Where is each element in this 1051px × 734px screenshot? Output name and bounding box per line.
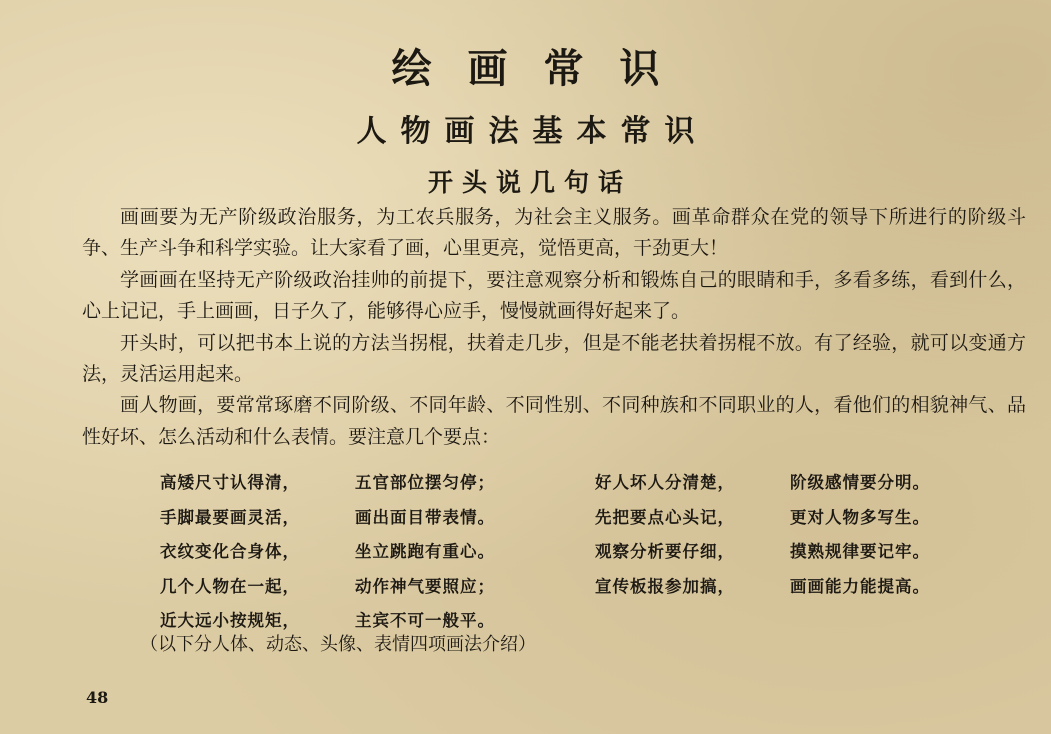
verse-line: 近大远小按规矩，: [160, 611, 300, 630]
verse-line: 几个人物在一起，: [160, 576, 300, 596]
verse-line: 衣纹变化合身体，: [160, 542, 300, 561]
page-subtitle: 人物画法基本常识: [356, 114, 709, 149]
verse-row: [160, 466, 1000, 501]
verse-block: [160, 466, 1000, 639]
verse-line: [790, 604, 990, 639]
paragraph: 开头时，可以把书本上说的方法当拐棍，扶着走几步，但是不能老扶着拐棍不放。有了经验，就可以变通方法，灵活运用起来。: [82, 331, 1026, 386]
page-number: 48: [86, 688, 109, 707]
verse-line: 画出面目带表情。: [355, 507, 495, 527]
verse-line: 高矮尺寸认得清，: [160, 473, 300, 492]
verse-line: [595, 604, 790, 639]
verse-row: [160, 535, 1000, 570]
page-title: 绘画常识: [391, 46, 696, 92]
verse-line: 宣传板报参加搞，: [595, 576, 735, 596]
verse-row: [160, 570, 1000, 605]
section-heading: 开头说几句话: [427, 168, 632, 197]
verse-line: 主宾不可一般平。: [355, 611, 495, 630]
verse-line: 手脚最要画灵活，: [160, 507, 300, 527]
verse-line: 画画能力能提高。: [790, 576, 930, 596]
verse-line: 观察分析要仔细，: [595, 542, 735, 561]
verse-line: 更对人物多写生。: [790, 507, 930, 527]
verse-row: [160, 501, 1000, 536]
verse-line: 动作神气要照应；: [355, 576, 495, 596]
body-text: [82, 202, 1026, 453]
verse-line: 五官部位摆匀停；: [355, 473, 495, 492]
verse-line: 坐立跳跑有重心。: [355, 542, 495, 561]
verse-line: 好人坏人分清楚，: [595, 473, 735, 492]
paragraph: 画画要为无产阶级政治服务，为工农兵服务，为社会主义服务。画革命群众在党的领导下所进行的阶级斗争、生产斗争和科学实验。让大家看了画，心里更亮，觉悟更高，干劲更大！: [82, 206, 1026, 260]
paragraph: 画人物画，要常常琢磨不同阶级、不同年龄、不同性别、不同种族和不同职业的人，看他们的相貌神气、品性好坏、怎么活动和什么表情。要注意几个要点：: [82, 394, 1026, 448]
verse-line: 摸熟规律要记牢。: [790, 542, 930, 561]
verse-line: 先把要点心头记，: [595, 507, 735, 527]
paragraph: 学画画在坚持无产阶级政治挂帅的前提下，要注意观察分析和锻炼自己的眼睛和手，多看多练，看到什么，心上记记，手上画画，日子久了，能够得心应手，慢慢就画得好起来了。: [82, 268, 1026, 323]
verse-line: 阶级感情要分明。: [790, 473, 930, 492]
intro-note: （以下分人体、动态、头像、表情四项画法介绍）: [140, 634, 536, 655]
